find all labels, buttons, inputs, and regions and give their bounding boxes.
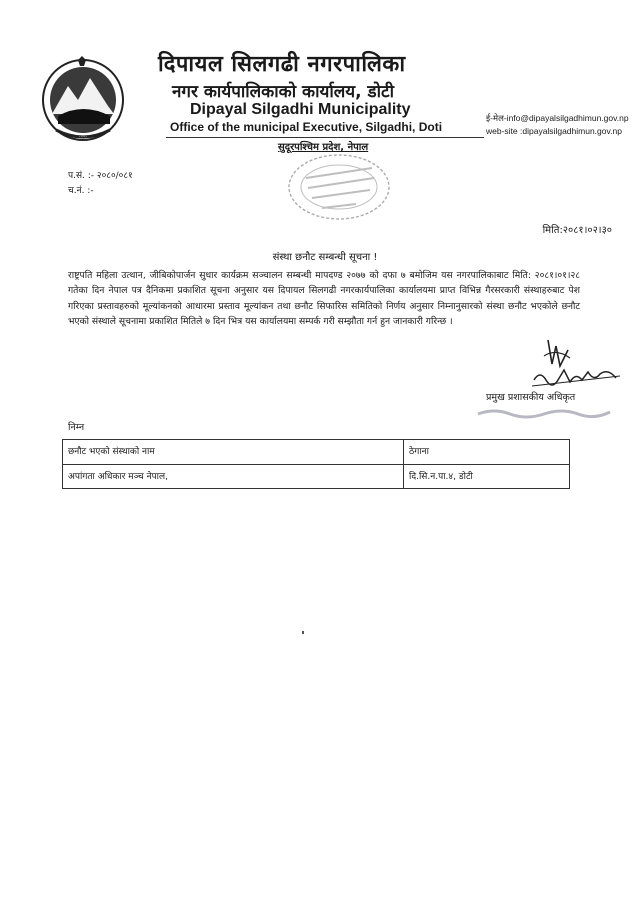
table-row [63,465,570,489]
table-cell-org-name: अपांगता अधिकार मञ्च नेपाल, [63,465,404,489]
email-address: ई-मेल-info@dipayalsilgadhimun.gov.np [486,113,629,123]
selected-organizations-table [62,439,570,489]
table-header-address: ठेगाना [404,440,570,465]
letter-number: प.सं. :- २०८०/०८१ [68,171,133,181]
website-address: web-site :dipayalsilgadhimun.gov.np [486,126,622,136]
scan-speck [302,631,304,634]
officer-name-stamp [474,404,614,420]
office-stamp-seal [282,150,396,224]
annex-label: निम्न [68,422,85,433]
office-name-nepali: नगर कार्यपालिकाको कार्यालय, डोटी [172,82,394,102]
nepal-government-emblem-icon [38,54,128,142]
office-name-english: Office of the municipal Executive, Silgadhi, Doti [170,120,443,134]
notice-body: राष्ट्रपति महिला उत्थान, जीबिकोपार्जन सुधार कार्यक्रम सञ्चालन सम्बन्धी मापदण्ड २०७७ को दफा ७ बमोजिम यस नगरपालिकाबाट मिति: २०८१।०१।२८ गतेका दिन नेपाल पत्र दैनिकमा प्रकाशित सूचना अनुसार यस दिपायल सिलगढी नगरकार्यपालिका कार्यालयमा प्राप्त विभिन्न गैरसरकारी संस्थाहरुबाट पेश गरिएका प्रस्तावहरुको मूल्यांकनको आधारमा प्रस्ताव मूल्यांकन तथा छनौट सिफारिस समितिको निर्णय अनुसार निम्नानुसारको संस्था छनौट भएकोले छनौट भएको संस्थाले सूचनामा प्रकाशित मितिले ७ दिन भित्र यस कार्यालयमा सम्पर्क गरी सम्झौता गर्न हुन जानकारी गरिन्छ । [68,270,580,328]
header-divider [166,137,484,138]
table-header-row [63,440,570,465]
municipality-name-nepali: दिपायल सिलगढी नगरपालिका [158,52,406,77]
officer-signature [526,336,626,394]
table-cell-address: दि.सि.न.पा.४, डोटी [404,465,570,489]
dispatch-number: च.नं. :- [68,186,94,196]
officer-title: प्रमुख प्रशासकीय अधिकृत [486,392,576,403]
table-header-org-name: छनौट भएको संस्थाको नाम [63,440,404,465]
province-line: सुदूरपश्चिम प्रदेश, नेपाल [278,142,369,153]
municipality-name-english: Dipayal Silgadhi Municipality [190,101,411,118]
svg-text:·····: ····· [79,134,87,140]
notice-date: मिति:२०८१।०२।३० [542,225,612,236]
notice-subject: संस्था छनौट सम्बन्धी सूचना ! [272,252,378,263]
